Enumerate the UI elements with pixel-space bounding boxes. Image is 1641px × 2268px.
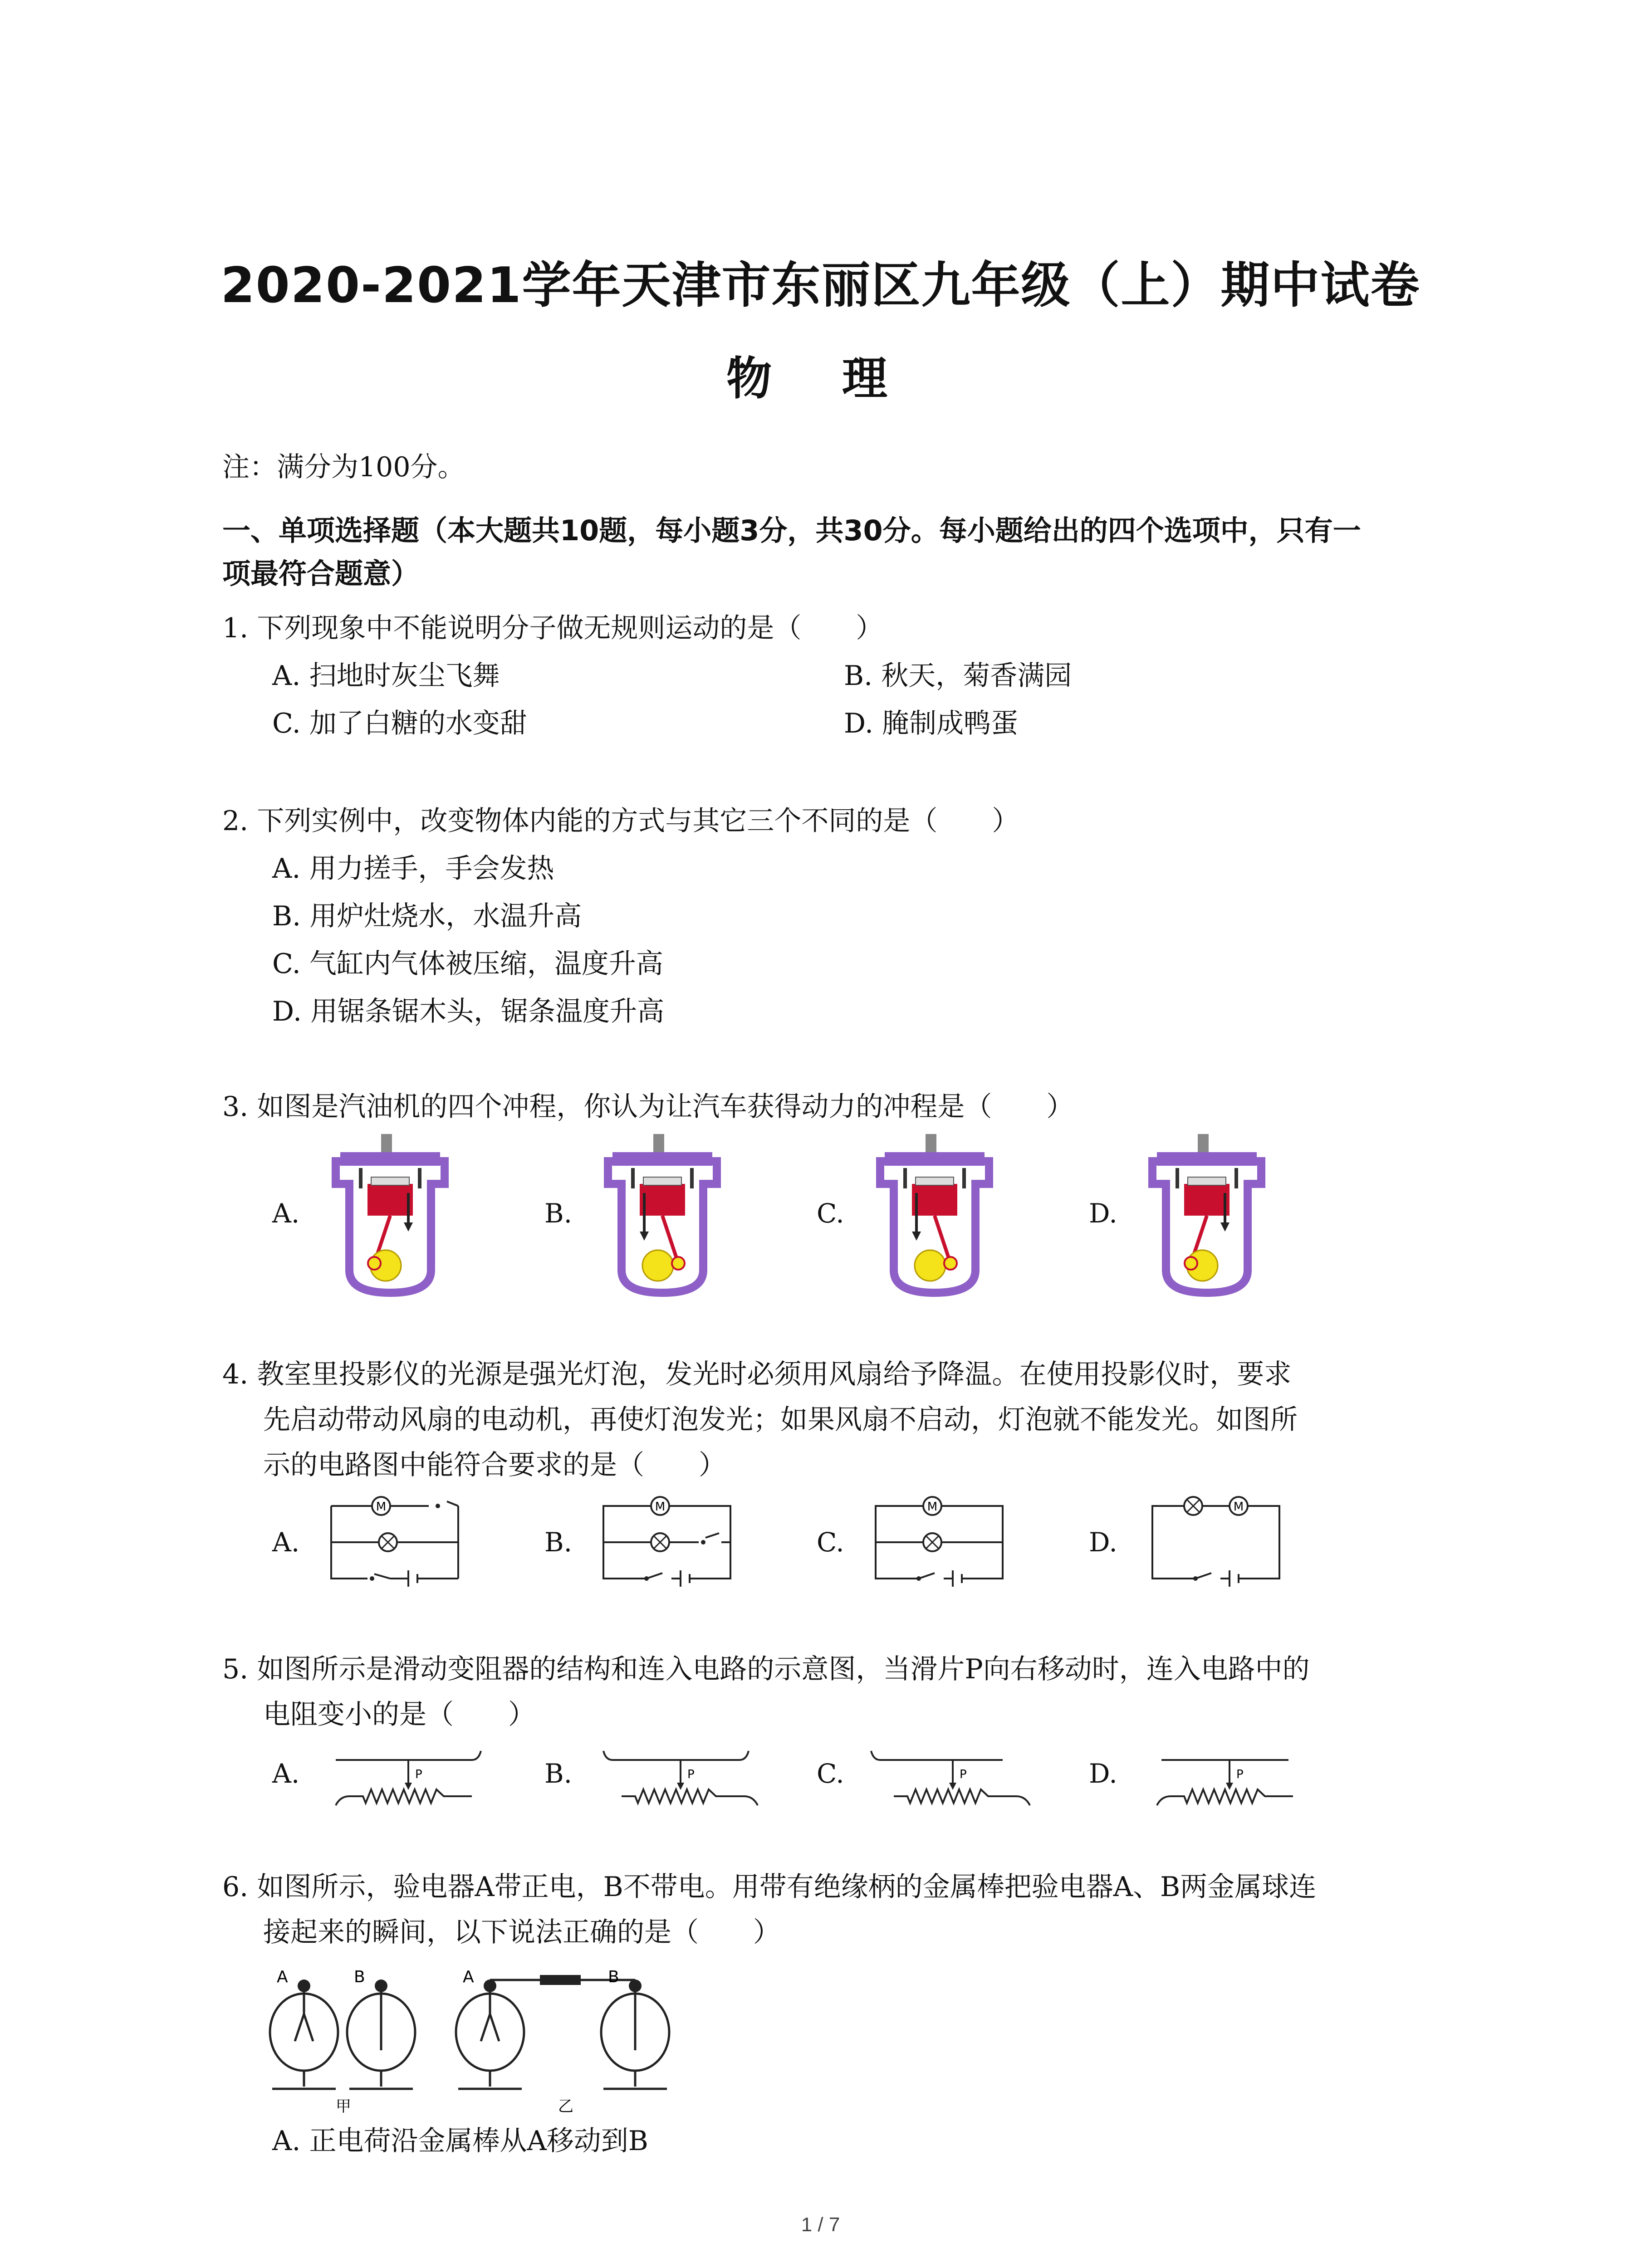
q4-stem-line1: 4. 教室里投影仪的光源是强光灯泡，发光时必须用风扇给予降温。在使用投影仪时，要求 (222, 1359, 1292, 1390)
motor-symbol-d: M (1233, 1500, 1244, 1514)
section-heading-line2: 项最符合题意） (222, 557, 420, 590)
electroscope-a-label-yi: A (463, 1968, 474, 1986)
engine-stroke-figure-b (590, 1134, 735, 1297)
engine-stroke-figure-d (1134, 1134, 1279, 1297)
circuit-diagram-b (594, 1483, 740, 1592)
subject-title: 物 理 (726, 352, 915, 405)
q3-label-d: D. (1089, 1198, 1117, 1229)
rheostat-figure-d (1143, 1746, 1316, 1814)
q1-option-c: C. 加了白糖的水变甜 (272, 708, 527, 739)
q1-stem: 1. 下列现象中不能说明分子做无规则运动的是（ ） (222, 612, 883, 644)
q4-label-a: A. (272, 1527, 300, 1558)
motor-symbol-c: M (927, 1500, 938, 1514)
q3-label-c: C. (817, 1198, 844, 1229)
svg-text:P: P (1236, 1768, 1244, 1781)
circuit-diagram-d (1143, 1483, 1288, 1592)
page-number: 1 / 7 (801, 2214, 840, 2236)
q4-label-c: C. (817, 1527, 844, 1558)
q6-option-a: A. 正电荷沿金属棒从A移动到B (272, 2125, 648, 2157)
circuit-diagram-c (867, 1483, 1012, 1592)
electroscope-b-label-yi: B (608, 1968, 619, 1986)
q2-option-a: A. 用力搓手，手会发热 (272, 853, 554, 885)
score-note: 注：满分为100分。 (222, 451, 465, 483)
electroscope-b-label-jia: B (354, 1968, 365, 1986)
q4-stem-line2: 先启动带动风扇的电动机，再使灯泡发光；如果风扇不启动，灯泡就不能发光。如图所 (263, 1404, 1298, 1436)
q4-label-d: D. (1089, 1527, 1117, 1558)
motor-symbol-b: M (655, 1500, 666, 1514)
circuit-diagram-a (322, 1483, 467, 1592)
engine-stroke-figure-c (862, 1134, 1007, 1297)
rheostat-figure-c (867, 1746, 1039, 1814)
page-title: 2020-2021学年天津市东丽区九年级（上）期中试卷 (220, 257, 1421, 314)
q5-stem-line1: 5. 如图所示是滑动变阻器的结构和连入电路的示意图，当滑片P向右移动时，连入电路中的 (222, 1653, 1310, 1685)
q5-label-c: C. (817, 1758, 844, 1789)
svg-text:P: P (960, 1768, 967, 1781)
q5-label-a: A. (272, 1758, 300, 1789)
q4-label-b: B. (544, 1527, 573, 1558)
q2-option-d: D. 用锯条锯木头，锯条温度升高 (272, 996, 665, 1027)
engine-stroke-figure-a (318, 1134, 463, 1297)
rheostat-figure-b (594, 1746, 767, 1814)
section-heading-line1: 一、单项选择题（本大题共10题，每小题3分，共30分。每小题给出的四个选项中，只有一 (222, 514, 1361, 547)
electroscope-a-label-jia: A (277, 1968, 288, 1986)
q2-option-c: C. 气缸内气体被压缩，温度升高 (272, 948, 663, 980)
q5-stem-line2: 电阻变小的是（ ） (263, 1699, 535, 1730)
q6-stem-line2: 接起来的瞬间，以下说法正确的是（ ） (263, 1916, 780, 1948)
figure-label-yi: 乙 (558, 2097, 573, 2116)
q3-label-b: B. (544, 1198, 573, 1229)
svg-text:P: P (687, 1768, 695, 1781)
rheostat-figure-a (322, 1746, 495, 1814)
q3-stem: 3. 如图是汽油机的四个冲程，你认为让汽车获得动力的冲程是（ ） (222, 1091, 1074, 1123)
q3-label-a: A. (272, 1198, 300, 1229)
figure-label-jia: 甲 (336, 2097, 351, 2116)
svg-text:P: P (415, 1768, 422, 1781)
q4-stem-line3: 示的电路图中能符合要求的是（ ） (263, 1449, 726, 1481)
q1-option-d: D. 腌制成鸭蛋 (844, 708, 1019, 739)
q1-option-a: A. 扫地时灰尘飞舞 (272, 660, 500, 692)
electroscope-figure (263, 1964, 726, 2114)
q2-stem: 2. 下列实例中，改变物体内能的方式与其它三个不同的是（ ） (222, 805, 1019, 837)
q5-label-d: D. (1089, 1758, 1117, 1789)
q1-option-b: B. 秋天，菊香满园 (844, 660, 1072, 692)
q5-label-b: B. (544, 1758, 573, 1789)
q6-stem-line1: 6. 如图所示，验电器A带正电，B不带电。用带有绝缘柄的金属棒把验电器A、B两金属球连 (222, 1871, 1317, 1903)
q2-option-b: B. 用炉灶烧水，水温升高 (272, 900, 582, 932)
motor-symbol-a: M (376, 1500, 387, 1514)
